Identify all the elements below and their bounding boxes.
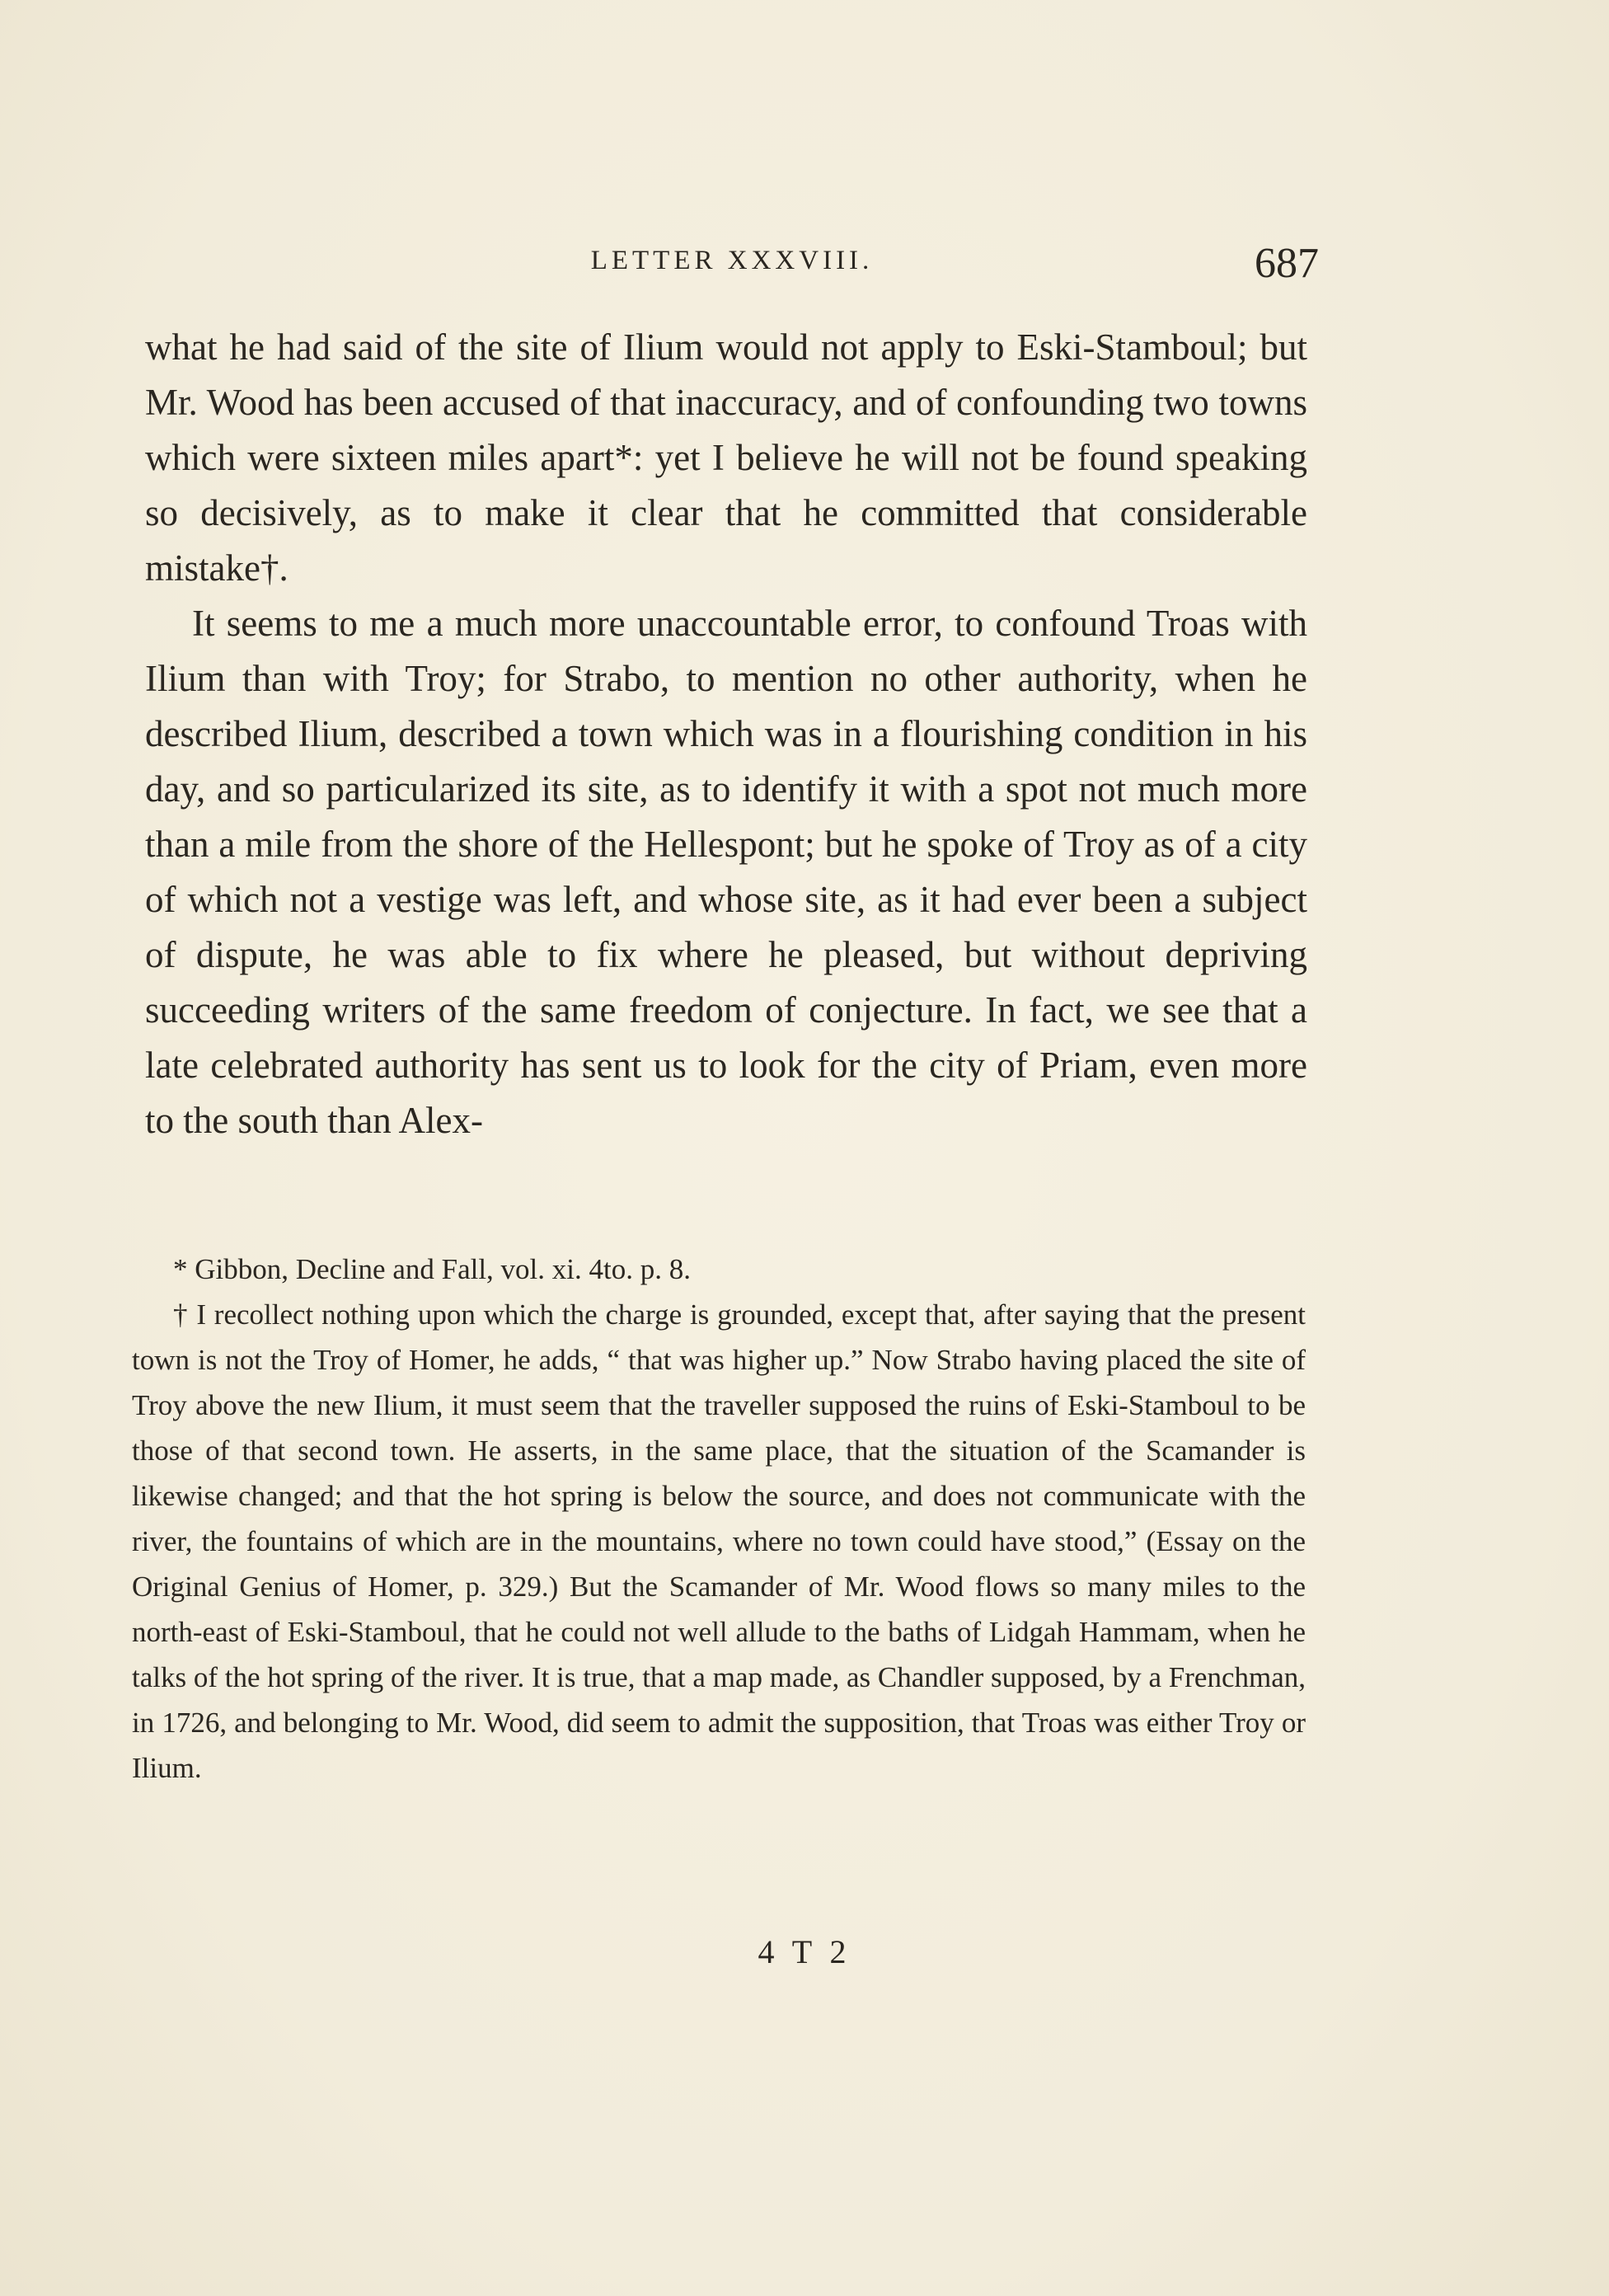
footnote-1: * Gibbon, Decline and Fall, vol. xi. 4to. p. 8. bbox=[173, 1253, 691, 1285]
running-head bbox=[145, 239, 1319, 289]
main-text bbox=[145, 320, 1307, 1148]
footnote-2: † I recollect nothing upon which the charge is grounded, except that, after saying that the present town is not the Troy of Homer, he adds, “ that was higher up.” Now Strabo having placed the site of Troy above the new Ilium, it must seem that the traveller supposed the ruins of Eski-Stamboul to be those of that second town. He asserts, in the same place, that the situation of the Scamander is likewise changed; and that the hot spring is below the source, and does not communicate with the river, the fountains of which are in the mountains, where no town could have stood,” (Essay on the Original Genius of Homer, p. 329.) But the Scamander of Mr. Wood flows so many miles to the north-east of Eski-Stamboul, that he could not well allude to the baths of Lidgah Hammam, when he talks of the hot spring of the river. It is true, that a map made, as Chandler supposed, by a Frenchman, in 1726, and belonging to Mr. Wood, did seem to admit the supposition, that Troas was either Troy or Ilium. bbox=[132, 1298, 1306, 1784]
footnotes bbox=[132, 1247, 1306, 1791]
page-number: 687 bbox=[1255, 240, 1319, 287]
paragraph-2: It seems to me a much more unaccountable error, to confound Troas with Ilium than with Troy; for Strabo, to mention no other authority, when he described Ilium, described a town which was in a flourishing condition in his day, and so particularized its site, as to identify it with a spot not much more than a mile from the shore of the Hellespont; but he spoke of Troy as of a city of which not a vestige was left, and whose site, as it had ever been a subject of dispute, he was able to fix where he pleased, but without depriving succeeding writers of the same freedom of conjecture. In fact, we see that a late celebrated authority has sent us to look for the city of Priam, even more to the south than Alex- bbox=[145, 603, 1307, 1141]
paragraph-1: what he had said of the site of Ilium would not apply to Eski-Stamboul; but Mr. Wood has been accused of that inaccuracy, and of confounding two towns which were sixteen miles apart*: yet I believe he will not be found speaking so decisively, as to make it clear that he committed that considerable mistake†. bbox=[145, 326, 1307, 589]
signature-mark: 4 T 2 bbox=[758, 1933, 851, 1970]
running-title: LETTER XXXVIII. bbox=[590, 246, 874, 275]
